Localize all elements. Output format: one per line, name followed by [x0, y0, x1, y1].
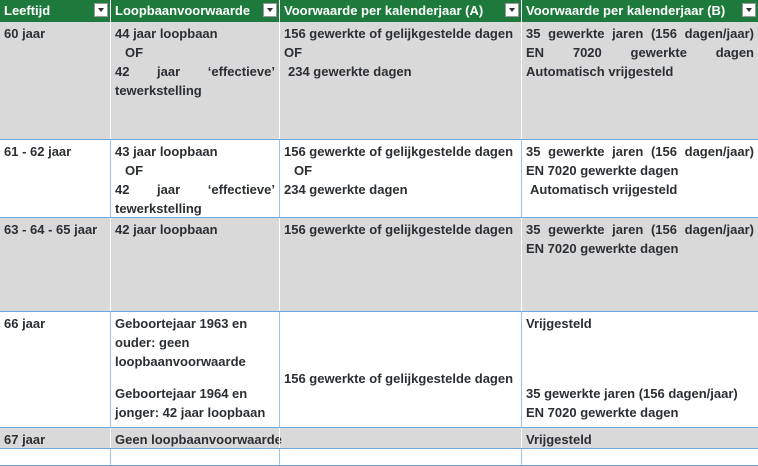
age-value: 67 jaar [4, 432, 46, 447]
filter-dropdown-icon[interactable] [505, 3, 519, 17]
cell-age[interactable] [0, 140, 110, 218]
cond-a-line: 156 gewerkte of gelijkgestelde dagen [284, 144, 514, 159]
career-line: tewerkstelling [115, 201, 202, 216]
header-label-age: Leeftijd [4, 3, 51, 18]
empty-row [0, 448, 758, 466]
cell-career[interactable] [110, 218, 279, 312]
cell-cond-b[interactable] [521, 428, 758, 449]
cond-a-line: OF [284, 45, 303, 60]
table-row [0, 22, 758, 139]
cell-career[interactable] [110, 22, 279, 139]
age-value: 61 - 62 jaar [4, 144, 72, 159]
header-label-cond-b: Voorwaarde per kalenderjaar (B) [526, 3, 726, 18]
header-row [0, 0, 758, 22]
career-line: 44 jaar loopbaan [115, 26, 218, 41]
cell-career[interactable] [110, 312, 279, 428]
cell-cond-b[interactable] [521, 140, 758, 218]
filter-dropdown-icon[interactable] [94, 3, 108, 17]
cell-cond-b[interactable] [521, 218, 758, 312]
header-cell-cond-a[interactable] [279, 0, 521, 22]
cond-a-line: 156 gewerkte of gelijkgestelde dagen [284, 222, 514, 237]
career-line: 42 jaar loopbaan [115, 222, 218, 237]
career-line: OF [125, 163, 144, 178]
cond-b-line: 35 gewerkte jaren (156 dagen/jaar) [526, 222, 754, 237]
header-cell-career[interactable] [110, 0, 279, 22]
career-line: 42 jaar ‘effectieve’ [115, 64, 275, 79]
career-line: jonger: 42 jaar loopbaan [115, 405, 266, 420]
header-cell-age[interactable] [0, 0, 110, 22]
cell-cond-a[interactable] [279, 218, 521, 312]
table-row [0, 139, 758, 218]
cond-b-line: EN 7020 gewerkte dagen [526, 45, 754, 60]
header-cell-cond-b[interactable] [521, 0, 758, 22]
empty-cell[interactable] [110, 449, 279, 465]
header-label-career: Loopbaanvoorwaarde [115, 3, 251, 18]
cond-b-line: EN 7020 gewerkte dagen [526, 405, 679, 420]
career-line: 43 jaar loopbaan [115, 144, 218, 159]
cond-a-line: OF [294, 163, 313, 178]
career-line: tewerkstelling [115, 83, 202, 98]
cond-a-line: 234 gewerkte dagen [284, 182, 408, 197]
cond-b-line: 35 gewerkte jaren (156 dagen/jaar) [526, 144, 754, 159]
age-value: 63 - 64 - 65 jaar [4, 222, 98, 237]
cell-cond-a[interactable] [279, 312, 521, 428]
career-line: OF [125, 45, 144, 60]
cell-age[interactable] [0, 22, 110, 139]
cond-a-line: 156 gewerkte of gelijkgestelde dagen [284, 26, 514, 41]
cond-b-line: Vrijgesteld [526, 432, 592, 447]
career-line: Geboortejaar 1964 en [115, 386, 248, 401]
cell-cond-b[interactable] [521, 312, 758, 428]
cond-a-line: 156 gewerkte of gelijkgestelde dagen [284, 371, 514, 386]
empty-cell[interactable] [0, 449, 110, 465]
cond-b-line: EN 7020 gewerkte dagen [526, 241, 679, 256]
empty-cell[interactable] [521, 449, 758, 465]
filter-dropdown-icon[interactable] [742, 3, 756, 17]
cond-b-line: 35 gewerkte jaren (156 dagen/jaar) [526, 26, 754, 41]
filter-dropdown-icon[interactable] [263, 3, 277, 17]
cell-cond-a[interactable] [279, 428, 521, 449]
age-value: 60 jaar [4, 26, 46, 41]
table-row [0, 217, 758, 312]
career-line: 42 jaar ‘effectieve’ [115, 182, 275, 197]
table-row [0, 427, 758, 449]
table-row [0, 311, 758, 428]
cond-b-line: 35 gewerkte jaren (156 dagen/jaar) [526, 386, 738, 401]
career-line: loopbaanvoorwaarde [115, 354, 246, 369]
career-line: ouder: geen [115, 335, 190, 350]
cell-cond-b[interactable] [521, 22, 758, 139]
header-label-cond-a: Voorwaarde per kalenderjaar (A) [284, 3, 484, 18]
cell-career[interactable] [110, 140, 279, 218]
career-line: Geen loopbaanvoorwaarde [115, 432, 282, 447]
cond-b-line: Vrijgesteld [526, 316, 592, 331]
cell-age[interactable] [0, 428, 110, 449]
age-value: 66 jaar [4, 316, 46, 331]
career-line: Geboortejaar 1963 en [115, 316, 248, 331]
cell-age[interactable] [0, 218, 110, 312]
cond-a-line: 234 gewerkte dagen [288, 64, 412, 79]
cell-age[interactable] [0, 312, 110, 428]
cond-b-line: EN 7020 gewerkte dagen [526, 163, 679, 178]
cond-b-line: Automatisch vrijgesteld [530, 182, 678, 197]
cell-cond-a[interactable] [279, 140, 521, 218]
cell-cond-a[interactable] [279, 22, 521, 139]
cond-b-line: Automatisch vrijgesteld [526, 64, 674, 79]
empty-cell[interactable] [279, 449, 521, 465]
